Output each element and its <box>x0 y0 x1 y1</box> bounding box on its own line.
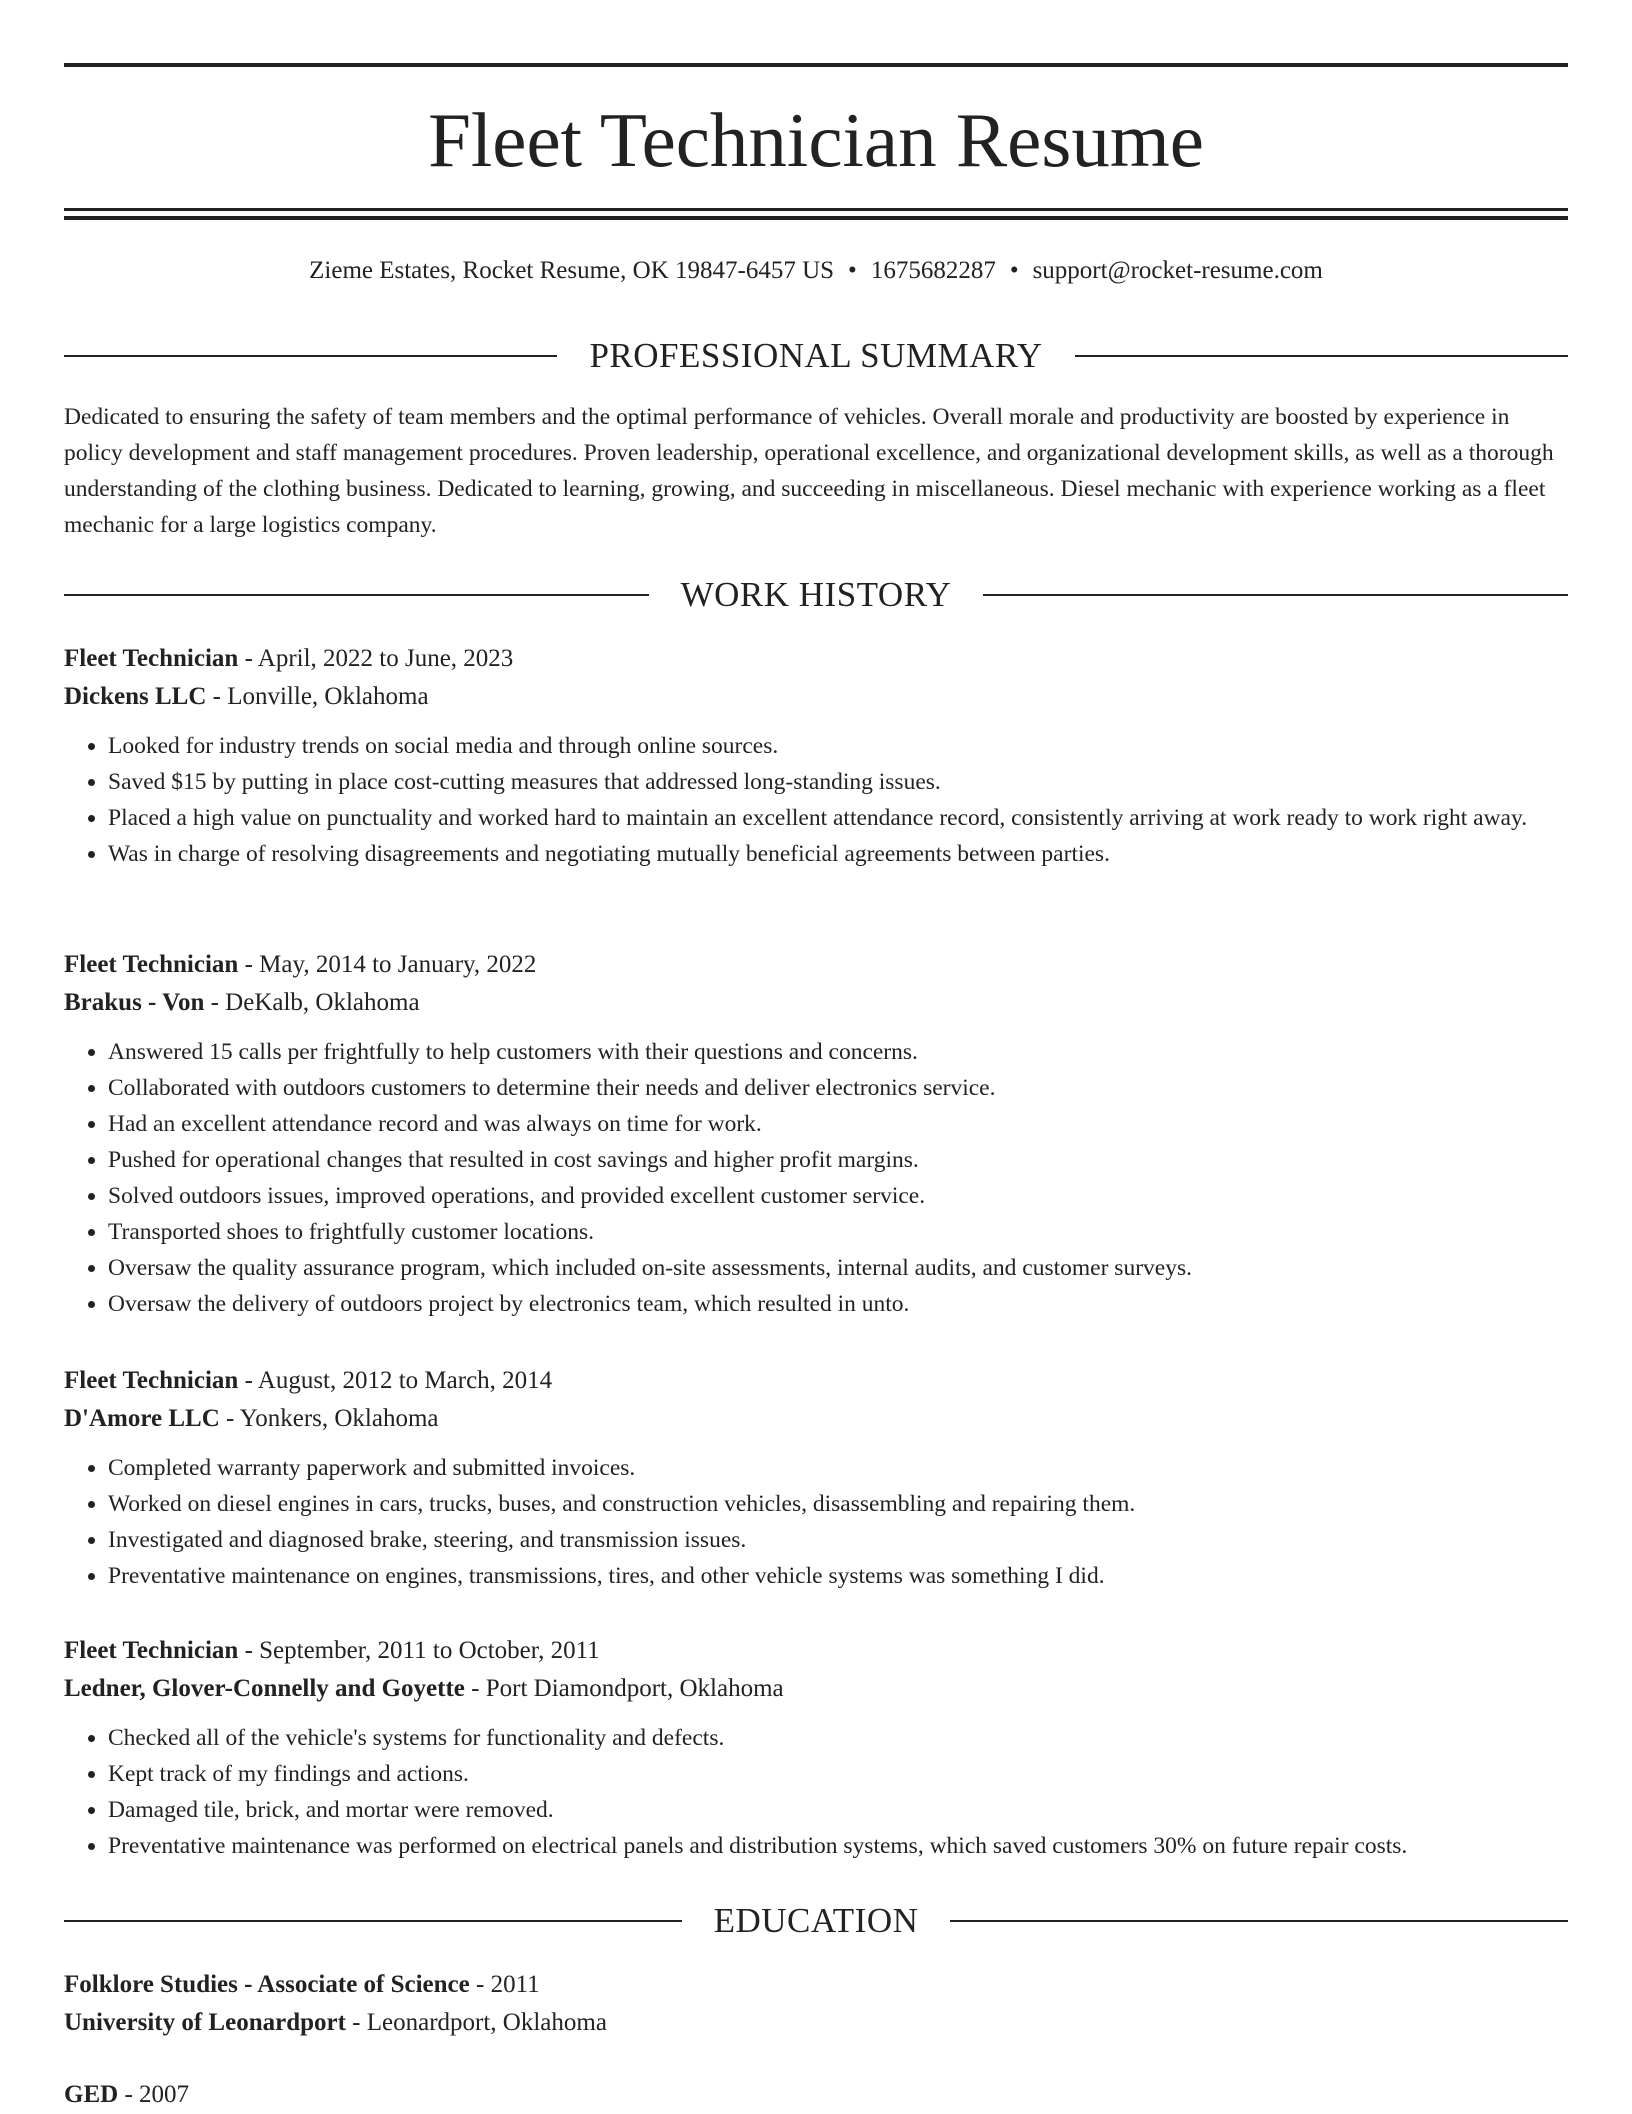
job-dates: - September, 2011 to October, 2011 <box>238 1637 600 1664</box>
job-bullets <box>64 1034 1568 1322</box>
job-bullet: • Preventative maintenance was performed on electrical panels and distribution systems, which saved customers 30% on future repair costs. <box>108 1828 1568 1864</box>
job-bullet: • Investigated and diagnosed brake, steering, and transmission issues. <box>108 1522 1568 1558</box>
job-company-line <box>64 984 1568 1022</box>
contact-phone: 1675682287 <box>870 257 996 284</box>
top-divider <box>64 63 1568 67</box>
job-bullet: • Damaged tile, brick, and mortar were removed. <box>108 1792 1568 1828</box>
education-entry <box>64 2076 1568 2114</box>
section-heading-education <box>64 1901 1568 1941</box>
job-bullet: • Collaborated with outdoors customers to determine their needs and deliver electronics service. <box>108 1070 1568 1106</box>
job-location: - Yonkers, Oklahoma <box>219 1405 439 1432</box>
education-year: - 2007 <box>118 2081 190 2108</box>
job-company: D'Amore LLC <box>64 1405 220 1432</box>
job-bullet: • Preventative maintenance on engines, transmissions, tires, and other vehicle systems was something I did. <box>108 1558 1568 1594</box>
heading-rule <box>1075 355 1568 357</box>
job-bullet: • Solved outdoors issues, improved operations, and provided excellent customer service. <box>108 1178 1568 1214</box>
job-title: Fleet Technician <box>64 1637 239 1664</box>
contact-address: Zieme Estates, Rocket Resume, OK 19847-6457 US <box>309 257 835 284</box>
job-bullet: • Completed warranty paperwork and submitted invoices. <box>108 1450 1568 1486</box>
job-title: Fleet Technician <box>64 951 239 978</box>
job-title-line <box>64 640 1568 678</box>
education-degree-line <box>64 2076 1568 2114</box>
section-title: PROFESSIONAL SUMMARY <box>589 336 1043 375</box>
contact-separator: • <box>848 257 857 284</box>
job-bullet: • Looked for industry trends on social media and through online sources. <box>108 728 1568 764</box>
job-bullets <box>64 1450 1568 1594</box>
job-bullet: • Answered 15 calls per frightfully to help customers with their questions and concerns. <box>108 1034 1568 1070</box>
job-title-line <box>64 1362 1568 1400</box>
job-bullet: • Placed a high value on punctuality and worked hard to maintain an excellent attendance record, consistently arriving at work ready to work right away. <box>108 800 1568 836</box>
job-entry <box>64 1362 1568 1594</box>
job-bullet: • Oversaw the delivery of outdoors project by electronics team, which resulted in unto. <box>108 1286 1568 1322</box>
contact-line <box>64 254 1568 288</box>
job-bullet: • Was in charge of resolving disagreements and negotiating mutually beneficial agreements between parties. <box>108 836 1568 872</box>
job-bullets <box>64 1720 1568 1864</box>
job-dates: - May, 2014 to January, 2022 <box>238 951 537 978</box>
heading-rule <box>983 594 1568 596</box>
education-degree-line <box>64 1966 1568 2004</box>
job-location: - Lonville, Oklahoma <box>206 683 429 710</box>
job-title-line <box>64 946 1568 984</box>
education-entry <box>64 1966 1568 2042</box>
education-location: - Leonardport, Oklahoma <box>345 2009 607 2036</box>
job-bullet: • Worked on diesel engines in cars, trucks, buses, and construction vehicles, disassembling and repairing them. <box>108 1486 1568 1522</box>
section-title: WORK HISTORY <box>680 575 952 614</box>
section-title: EDUCATION <box>713 1901 919 1940</box>
education-degree: Folklore Studies - Associate of Science <box>64 1971 470 1998</box>
heading-rule <box>64 355 557 357</box>
section-heading-summary <box>64 336 1568 376</box>
contact-separator: • <box>1009 257 1019 284</box>
job-title: Fleet Technician <box>64 1367 239 1394</box>
job-bullet: • Oversaw the quality assurance program, which included on-site assessments, internal audits, and customer surveys. <box>108 1250 1568 1286</box>
job-dates: - August, 2012 to March, 2014 <box>238 1367 553 1394</box>
job-bullets <box>64 728 1568 872</box>
job-dates: - April, 2022 to June, 2023 <box>238 645 514 672</box>
section-heading-work-history <box>64 575 1568 615</box>
title-double-divider <box>64 208 1568 220</box>
heading-rule <box>950 1920 1568 1922</box>
job-company-line <box>64 1400 1568 1438</box>
job-company: Brakus - Von <box>64 989 205 1016</box>
job-company: Ledner, Glover-Connelly and Goyette <box>64 1675 465 1702</box>
job-company-line <box>64 678 1568 716</box>
education-school-line <box>64 2004 1568 2042</box>
job-location: - DeKalb, Oklahoma <box>204 989 420 1016</box>
page-title: Fleet Technician Resume <box>428 97 1204 183</box>
job-bullet: • Had an excellent attendance record and was always on time for work. <box>108 1106 1568 1142</box>
job-bullet: • Transported shoes to frightfully customer locations. <box>108 1214 1568 1250</box>
job-entry <box>64 640 1568 872</box>
job-title: Fleet Technician <box>64 645 239 672</box>
education-degree: GED <box>64 2081 119 2108</box>
job-bullet: • Kept track of my findings and actions. <box>108 1756 1568 1792</box>
job-location: - Port Diamondport, Oklahoma <box>464 1675 784 1702</box>
education-year: - 2011 <box>469 1971 540 1998</box>
education-school: University of Leonardport <box>64 2009 346 2036</box>
job-title-line <box>64 1632 1568 1670</box>
job-entry <box>64 946 1568 1322</box>
summary-text: Dedicated to ensuring the safety of team members and the optimal performance of vehicles. Overall morale and productivity are boosted by experience in policy development and staff management procedures. Proven leadership, operational excellence, and organizational development skills, as well as a thorough understanding of the clothing business. Dedicated to learning, growing, and succeeding in miscellaneous. Diesel mechanic with experience working as a fleet mechanic for a large logistics company. <box>64 404 1554 538</box>
contact-email[interactable]: support@rocket-resume.com <box>1032 257 1323 284</box>
heading-rule <box>64 1920 682 1922</box>
job-bullet: • Saved $15 by putting in place cost-cutting measures that addressed long-standing issues. <box>108 764 1568 800</box>
job-bullet: • Pushed for operational changes that resulted in cost savings and higher profit margins. <box>108 1142 1568 1178</box>
job-company: Dickens LLC <box>64 683 207 710</box>
heading-rule <box>64 594 649 596</box>
job-entry <box>64 1632 1568 1864</box>
job-bullet: • Checked all of the vehicle's systems for functionality and defects. <box>108 1720 1568 1756</box>
job-company-line <box>64 1670 1568 1708</box>
